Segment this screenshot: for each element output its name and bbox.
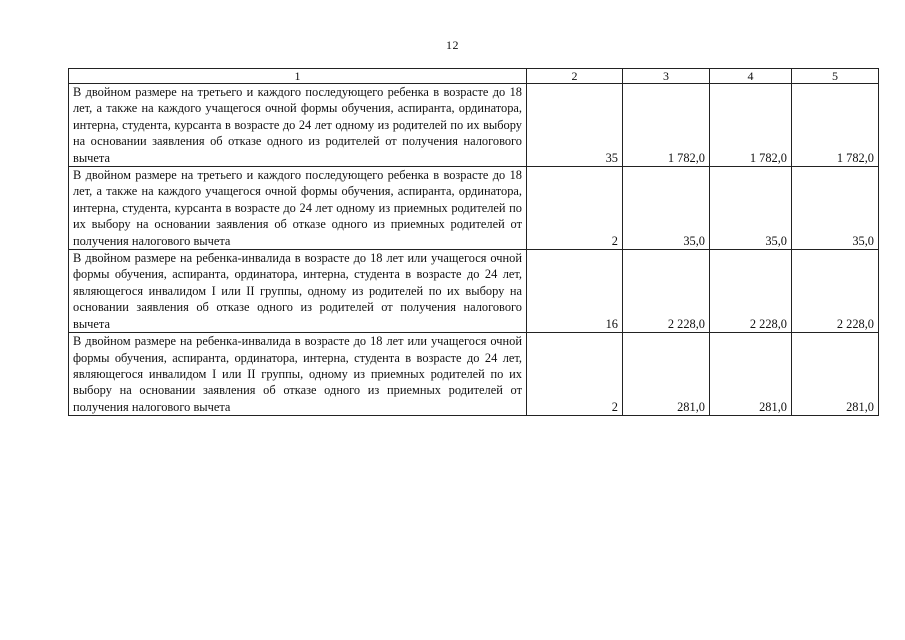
row-description: В двойном размере на третьего и каждого последующего ребенка в возрасте до 18 лет, а также на каждого учащегося очной формы обучения, аспиранта, ординатора, интерна, студента, курсанта в возрасте до 24 лет одному из родителей по их выбору на основании заявления об отказе одного из родителей от получения налогового вычета xyxy=(69,84,527,167)
column-header-2: 2 xyxy=(527,69,623,84)
row-value-col3: 35,0 xyxy=(623,167,710,250)
row-count: 2 xyxy=(527,333,623,416)
column-header-1: 1 xyxy=(69,69,527,84)
row-value-col5: 35,0 xyxy=(792,167,879,250)
table-row xyxy=(69,84,879,167)
row-description: В двойном размере на третьего и каждого последующего ребенка в возрасте до 18 лет, а также на каждого учащегося очной формы обучения, аспиранта, ординатора, интерна, студента, курсанта в возрасте до 24 лет одному из приемных родителей по их выбору на основании заявления об отказе одного из приемных родителей от получения налогового вычета xyxy=(69,167,527,250)
row-value-col3: 281,0 xyxy=(623,333,710,416)
table-row xyxy=(69,250,879,333)
row-value-col5: 281,0 xyxy=(792,333,879,416)
row-description: В двойном размере на ребенка-инвалида в возрасте до 18 лет или учащегося очной формы обучения, аспиранта, ординатора, интерна, студента в возрасте до 24 лет, являющегося инвалидом I или II группы, одному из родителей по их выбору на основании заявления об отказе одного из родителей от получения налогового вычета xyxy=(69,250,527,333)
table-row xyxy=(69,167,879,250)
row-value-col3: 2 228,0 xyxy=(623,250,710,333)
column-header-4: 4 xyxy=(710,69,792,84)
column-header-5: 5 xyxy=(792,69,879,84)
row-count: 16 xyxy=(527,250,623,333)
column-header-3: 3 xyxy=(623,69,710,84)
row-value-col5: 2 228,0 xyxy=(792,250,879,333)
row-value-col4: 35,0 xyxy=(710,167,792,250)
row-value-col3: 1 782,0 xyxy=(623,84,710,167)
row-count: 35 xyxy=(527,84,623,167)
row-value-col5: 1 782,0 xyxy=(792,84,879,167)
deduction-table xyxy=(68,68,879,416)
row-value-col4: 2 228,0 xyxy=(710,250,792,333)
row-description: В двойном размере на ребенка-инвалида в возрасте до 18 лет или учащегося очной формы обучения, аспиранта, ординатора, интерна, студента в возрасте до 24 лет, являющегося инвалидом I или II группы, одному из приемных родителей по их выбору на основании заявления об отказе одного из приемных родителей от получения налогового вычета xyxy=(69,333,527,416)
table-header-row xyxy=(69,69,879,84)
table-row xyxy=(69,333,879,416)
row-value-col4: 1 782,0 xyxy=(710,84,792,167)
row-count: 2 xyxy=(527,167,623,250)
row-value-col4: 281,0 xyxy=(710,333,792,416)
page-number: 12 xyxy=(446,38,459,52)
